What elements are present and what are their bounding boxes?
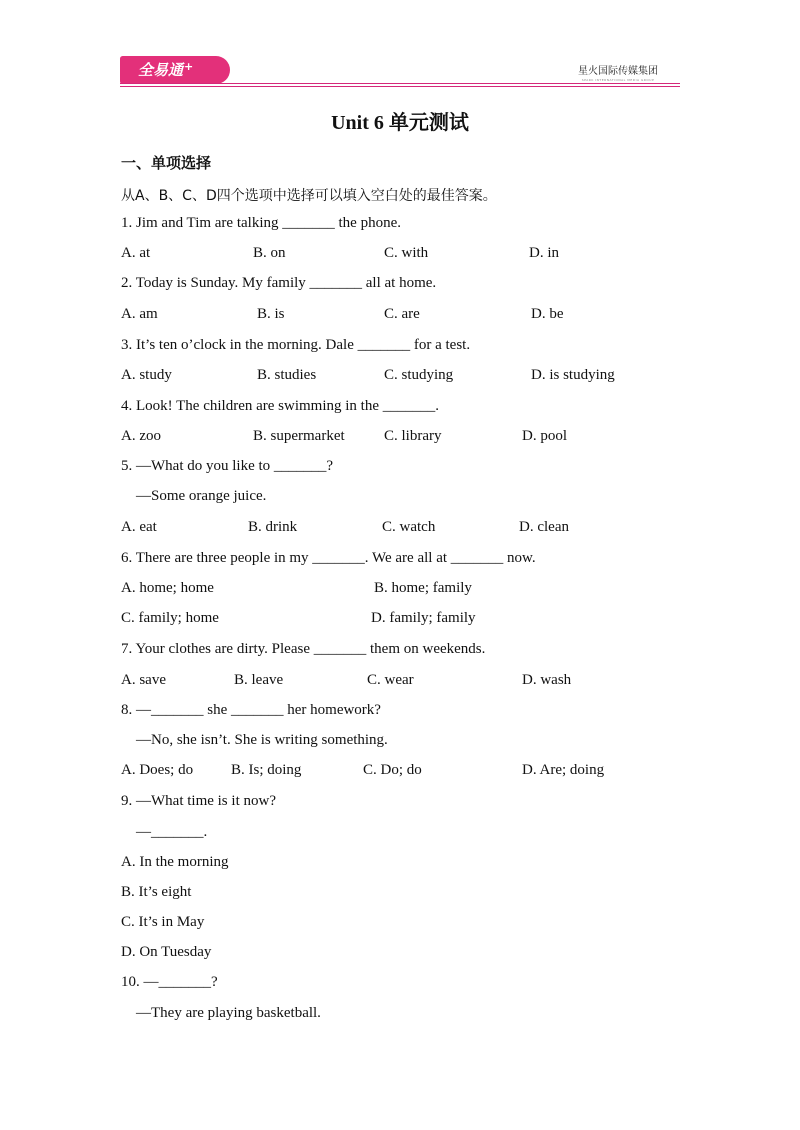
publisher-name — [578, 62, 658, 82]
question-stem: 10. —_______? — [121, 974, 218, 990]
option: D. clean — [519, 519, 569, 535]
header-rule-secondary — [120, 86, 680, 87]
option: A. Does; do — [121, 762, 194, 778]
question-stem: 3. It’s ten o’clock in the morning. Dale _______ for a test. — [121, 337, 471, 353]
question-response: —They are playing basketball. — [136, 1005, 321, 1021]
option: A. In the morning — [121, 854, 229, 870]
option: A. study — [121, 367, 172, 383]
option: D. family; family — [371, 610, 476, 626]
page-header — [120, 56, 680, 86]
option: C. with — [384, 245, 429, 261]
question-response: —No, she isn’t. She is writing something. — [136, 732, 388, 748]
question-response: —_______. — [136, 824, 208, 840]
option: C. Do; do — [363, 762, 422, 778]
option: D. in — [529, 245, 559, 261]
question-stem: 6. There are three people in my _______. We are all at _______ now. — [121, 550, 536, 566]
question-response: —Some orange juice. — [136, 488, 267, 504]
section-heading: 一、单项选择 — [121, 154, 212, 172]
option: D. wash — [522, 672, 572, 688]
brand-logo — [120, 56, 230, 84]
question-stem: 1. Jim and Tim are talking _______ the phone. — [121, 215, 401, 231]
option: D. Are; doing — [522, 762, 605, 778]
option: C. family; home — [121, 610, 219, 626]
option: D. be — [531, 306, 564, 322]
instruction: 从A、B、C、D四个选项中选择可以填入空白处的最佳答案。 — [121, 188, 497, 204]
question-stem: 9. —What time is it now? — [121, 793, 276, 809]
option: A. at — [121, 245, 151, 261]
option: D. is studying — [531, 367, 615, 383]
option: A. am — [121, 306, 158, 322]
option: A. save — [121, 672, 166, 688]
option: B. It’s eight — [121, 884, 192, 900]
option: B. supermarket — [253, 428, 345, 444]
logo-plus: + — [184, 60, 194, 73]
option: B. studies — [257, 367, 317, 383]
option: D. pool — [522, 428, 567, 444]
option: C. It’s in May — [121, 914, 205, 930]
page-title: Unit 6 单元测试 — [331, 112, 469, 134]
option: B. drink — [248, 519, 298, 535]
publisher-subtext: SPARK INTERNATIONAL MEDIA GROUP — [581, 78, 655, 82]
option: D. On Tuesday — [121, 944, 212, 960]
option: B. home; family — [374, 580, 472, 596]
option: C. library — [384, 428, 442, 444]
option: C. are — [384, 306, 420, 322]
logo-text: 全易通 — [138, 61, 184, 79]
option: B. on — [253, 245, 286, 261]
publisher-text: 星火国际传媒集团 — [578, 66, 658, 77]
option: B. leave — [234, 672, 284, 688]
question-stem: 5. —What do you like to _______? — [121, 458, 334, 474]
question-stem: 7. Your clothes are dirty. Please _______ them on weekends. — [121, 641, 486, 657]
question-stem: 2. Today is Sunday. My family _______ all at home. — [121, 275, 437, 291]
question-stem: 8. —_______ she _______ her homework? — [121, 702, 381, 718]
header-rule — [120, 83, 680, 84]
question-stem: 4. Look! The children are swimming in the _______. — [121, 398, 439, 414]
option: A. zoo — [121, 428, 161, 444]
option: B. Is; doing — [231, 762, 302, 778]
option: A. eat — [121, 519, 157, 535]
option: C. watch — [382, 519, 436, 535]
option: A. home; home — [121, 580, 214, 596]
option: C. wear — [367, 672, 414, 688]
option: C. studying — [384, 367, 454, 383]
option: B. is — [257, 306, 285, 322]
